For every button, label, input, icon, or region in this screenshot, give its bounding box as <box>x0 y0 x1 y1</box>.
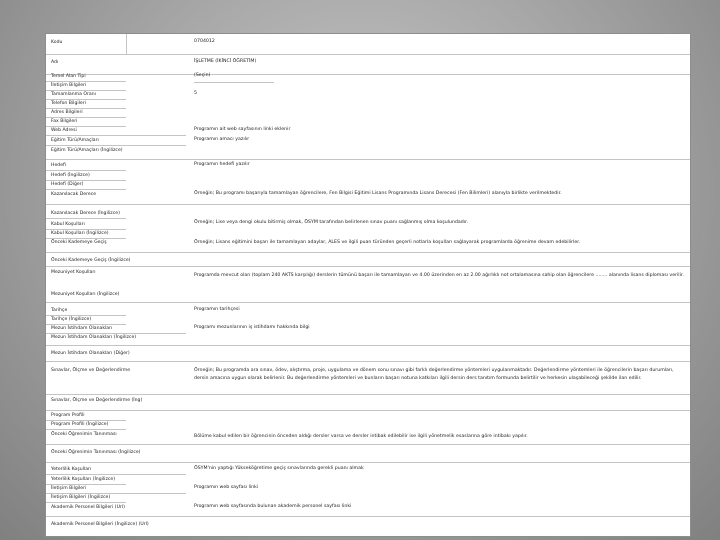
admission-value: Örneğin; Lise veya dengi okulu bitirmiş olmak, ÖSYM tarafından belirlenen sınav puanı sağlanmış olma koşulundadır. <box>194 220 469 225</box>
entry-en-label: Yeterlilik Koşulları (İngilizce) <box>51 477 116 482</box>
admission-label: Kabul Koşulları <box>51 222 85 227</box>
row-divider <box>46 189 126 190</box>
row-divider <box>46 108 126 109</box>
row-divider <box>46 252 690 253</box>
staff-en-label: Akademik Personel Bilgileri (İngilizce) (Url) <box>51 522 149 527</box>
edu-en-label: Eğitim Türü/Amaçları (İngilizce) <box>51 148 123 153</box>
row-divider <box>46 145 186 146</box>
goal-en-label: Hedefi (İngilizce) <box>51 173 90 178</box>
row-divider <box>46 429 126 430</box>
profile-en-label: Program Profili (İngilizce) <box>51 422 109 427</box>
web-label: Web Adresi <box>51 128 77 133</box>
qualification-label: Kazanılacak Derece <box>51 192 97 197</box>
career-other-label: Mezun İstihdam Olanakları (Diğer) <box>51 351 130 356</box>
column-divider <box>126 34 127 54</box>
history-value: Programın tarihçesi <box>194 307 240 312</box>
row-divider <box>46 333 186 334</box>
history-en-label: Tarihçe (İngilizce) <box>51 317 92 322</box>
row-divider <box>46 420 126 421</box>
row-divider <box>46 117 126 118</box>
entry-label: Yeterlilik Koşulları <box>51 467 92 472</box>
row-divider <box>46 516 690 517</box>
row-divider <box>46 54 690 55</box>
row-divider <box>46 493 186 494</box>
qualification-value: Örneğin; Bu programı başarıyla tamamlayan öğrencilere, Fen Bilgisi Eğitimi Lisans Programında Lisans Derecesi (Fen Bilimleri) alanıyla birlikte verilmektedir. <box>194 191 562 196</box>
type-label: Temel Alan Tipi <box>51 74 86 79</box>
duration-value: 5 <box>194 91 197 96</box>
row-divider <box>46 444 690 445</box>
type-value: (Seçin) <box>194 73 211 78</box>
goal-other-label: Hedefi (Diğer) <box>51 182 84 187</box>
row-divider <box>46 99 126 100</box>
row-divider <box>46 462 690 463</box>
row-divider <box>46 484 126 485</box>
row-divider <box>46 302 690 303</box>
row-divider <box>46 345 690 346</box>
staff-value: Programın web sayfasında bulunan akademik personel sayfası linki <box>194 504 352 509</box>
career-label: Mezun İstihdam Olanakları <box>51 326 113 331</box>
row-divider <box>46 159 690 160</box>
graduation-en-label: Mezuniyet Koşulları (İngilizce) <box>51 292 120 297</box>
profile-label: Program Profili <box>51 413 85 418</box>
prev-level-value: Örneğin; Lisans eğitimini başarı ile tamamlayan adaylar, ALES ve ilgili puan türünden geçerli notlarla koşulları sağlayarak programlarda öğrenime devam edebilirler. <box>194 240 581 245</box>
entry-value: ÖSYM'nin yaptığı Yükseköğretime geçiş sınavlarında gerekli puanı almak <box>194 466 364 471</box>
row-divider <box>46 135 186 136</box>
contact2-value: Programın web sayfası linki <box>194 485 259 490</box>
duration-label: Tamamlanma Oranı <box>51 92 96 97</box>
address-label: Adres Bilgileri <box>51 110 83 115</box>
edu-label: Eğitim Türü/Amaçları <box>51 138 99 143</box>
prior-learning-value: Bölüme kabul edilen bir öğrencinin önceden aldığı dersler varsa ve dersler intibak edilebilir ise ilgili yönetmelik esaslarına göre intibakı yapılır. <box>194 434 528 439</box>
qualification-en-label: Kazanılacak Derece (İngilizce) <box>51 211 120 216</box>
row-divider <box>46 474 186 475</box>
history-label: Tarihçe <box>51 308 68 313</box>
goal-value: Programın hedefi yazılır <box>194 162 250 167</box>
row-divider <box>46 502 126 503</box>
career-value: Programı mezunlarının iş istihdamı hakkında bilgi <box>194 325 310 330</box>
row-divider <box>46 180 126 181</box>
row-divider <box>46 324 126 325</box>
goal-label: Hedefi <box>51 163 66 168</box>
prior-learning-en-label: Önceki Öğrenimin Tanınması (İngilizce) <box>51 450 141 455</box>
staff-label: Akademik Personel Bilgileri (Url) <box>51 505 125 510</box>
row-divider <box>46 170 126 171</box>
contact2-en-label: İletişim Bilgileri (İngilizce) <box>51 495 111 500</box>
prior-learning-label: Önceki Öğrenimin Tanınması <box>51 432 117 437</box>
contact-label: İletişim Bilgileri <box>51 83 87 88</box>
row-divider <box>46 238 126 239</box>
row-divider <box>46 266 690 267</box>
edu-value: Programın amacı yazılır <box>194 137 250 142</box>
row-divider <box>46 315 126 316</box>
field-underline <box>194 82 274 83</box>
contact2-label: İletişim Bilgileri <box>51 486 87 491</box>
row-divider <box>46 126 126 127</box>
fax-label: Fax Bilgileri <box>51 119 78 124</box>
prev-level-label: Önceki Kademeye Geçiş <box>51 240 107 245</box>
row-divider <box>46 361 690 362</box>
career-en-label: Mezun İstihdam Olanakları (İngilizce) <box>51 335 137 340</box>
graduation-value: Programda mevcut olan (toplam 240 AKTS karşılığı) derslerin tümünü başarı ile tamamlayan ve 4.00 üzerinden en az 2.00 ağırlıklı not ortalamasına sahip olan öğrencilere ........ alanında lisans diploması verilir. <box>194 273 684 278</box>
row-divider <box>46 229 126 230</box>
code-value: 0704012 <box>194 39 215 44</box>
row-divider <box>46 394 690 395</box>
exam-value: Örneğin; Bu programda ara sınav, ödev, alıştırma, proje, uygulama ve dönem sonu sınavı gibi farklı değerlendirme yöntemleri uygulanmaktadır. Değerlendirme yöntemleri ile öğrencilerin başarı durumları, dersin amacına uygun olarak belirlenir. Bu değerlendirme yöntemleri ve bunların başarı notuna katkıları ilgili dersin ders tanıtım formunda belirtilir ve herkesin ulaşabileceği şekilde ilan edilir. <box>194 368 674 382</box>
row-divider <box>46 81 126 82</box>
row-divider <box>46 410 690 411</box>
exam-label: Sınavlar, Ölçme ve Değerlendirme <box>51 368 131 373</box>
exam-en-label: Sınavlar, Ölçme ve Değerlendirme (İng) <box>51 398 143 403</box>
name-value: İŞLETME (İKİNCİ ÖĞRETİM) <box>194 59 257 64</box>
row-divider <box>46 90 126 91</box>
prev-level-en-label: Önceki Kademeye Geçiş (İngilizce) <box>51 258 131 263</box>
row-divider <box>46 204 690 205</box>
name-label: Adı <box>51 60 59 65</box>
code-label: Kodu <box>51 40 63 45</box>
row-divider <box>46 218 126 219</box>
admission-en-label: Kabul Koşulları (İngilizce) <box>51 231 109 236</box>
web-value: Programın ait web sayfasının linki eklenir <box>194 127 291 132</box>
document-sheet <box>45 33 691 537</box>
graduation-label: Mezuniyet Koşulları <box>51 270 96 275</box>
phone-label: Telefon Bilgileri <box>51 101 86 106</box>
